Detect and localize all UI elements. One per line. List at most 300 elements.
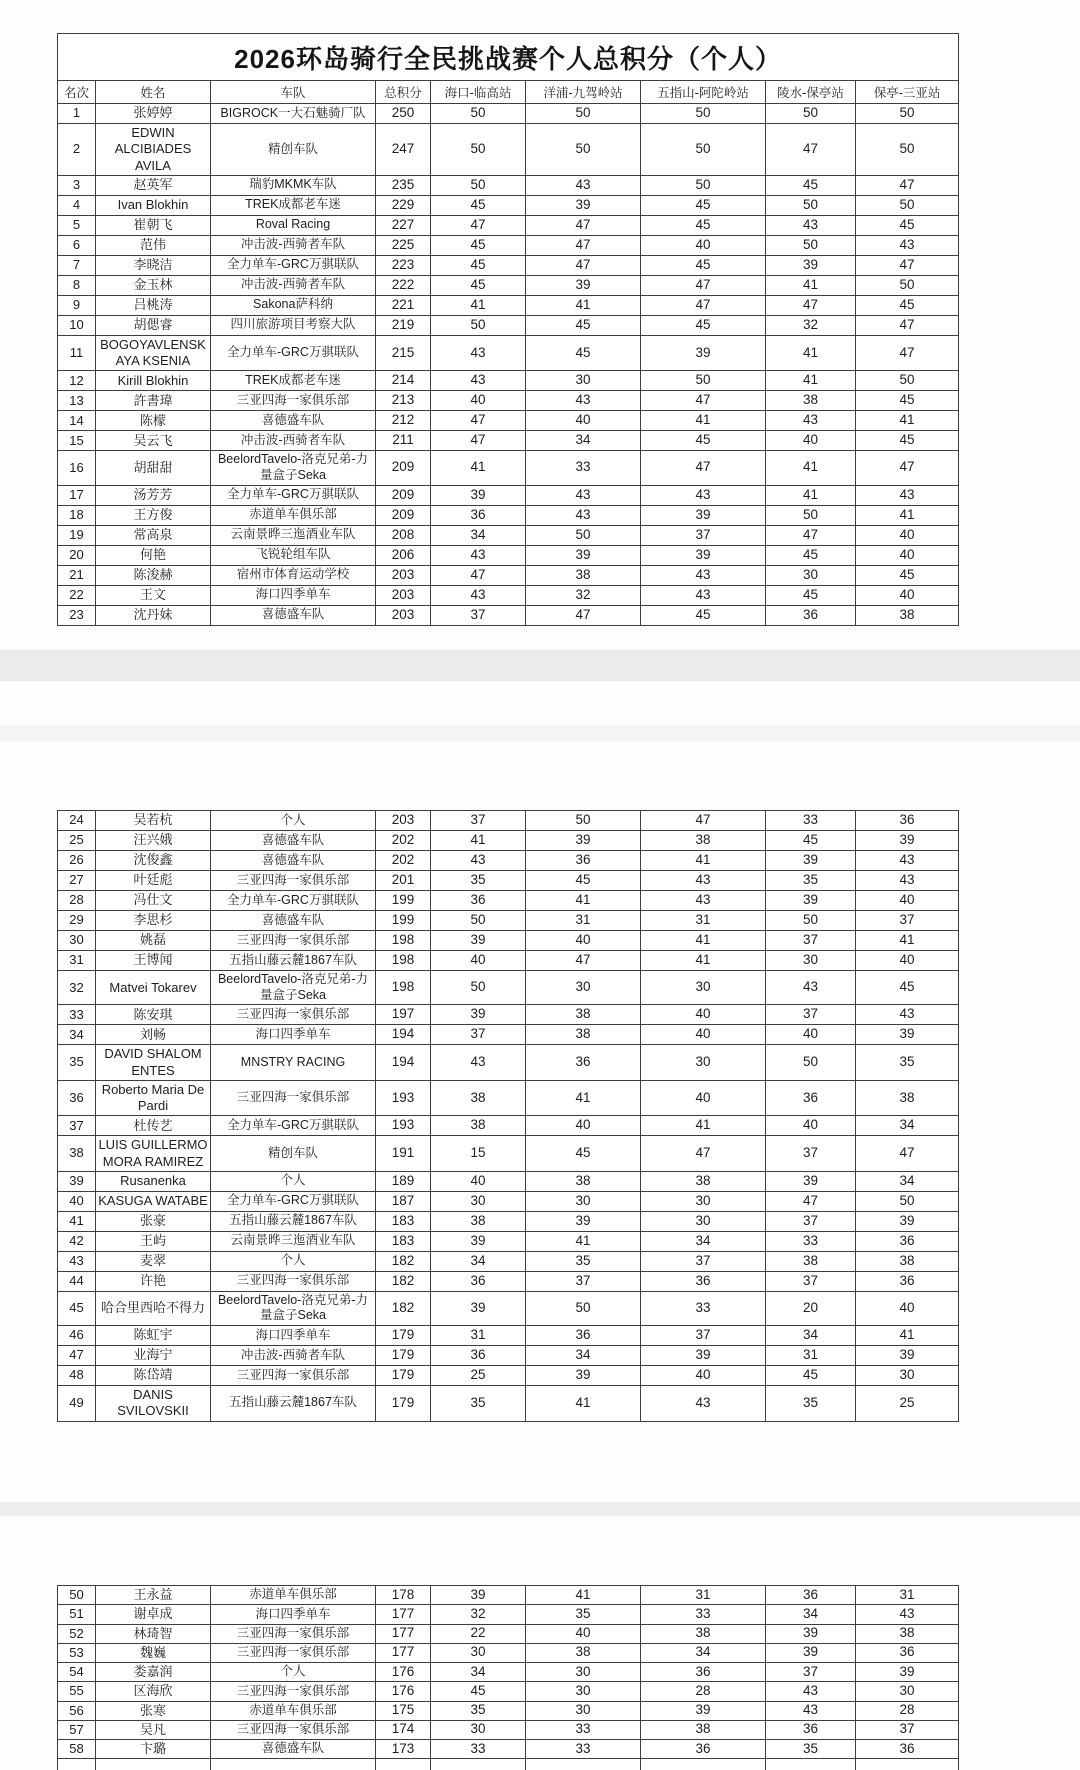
stage1-cell: 40 (431, 951, 526, 971)
stage1-cell: 39 (431, 1291, 526, 1325)
name-cell: 魏巍 (96, 1643, 211, 1662)
name-cell: 汤芳芳 (96, 485, 211, 505)
stage4-cell: 34 (766, 1605, 856, 1624)
stage5-cell: 45 (856, 391, 959, 411)
stage1-cell: 35 (431, 1386, 526, 1422)
total-cell: 215 (376, 335, 431, 371)
total-cell: 235 (376, 175, 431, 195)
rank-cell: 15 (58, 431, 96, 451)
stage4-cell: 39 (766, 1624, 856, 1643)
rank-cell: 8 (58, 275, 96, 295)
stage1-cell: 43 (431, 545, 526, 565)
stage2-cell: 39 (526, 1366, 641, 1386)
stage2-cell: 47 (526, 235, 641, 255)
total-cell: 179 (376, 1366, 431, 1386)
table-row (58, 1171, 959, 1191)
name-cell: 陈虹宇 (96, 1326, 211, 1346)
stage2-cell: 41 (526, 1231, 641, 1251)
team-cell: 三亚四海一家俱乐部 (211, 871, 376, 891)
stage2-cell: 40 (526, 411, 641, 431)
team-cell: Sakona萨科纳 (211, 295, 376, 315)
name-cell: 李思杉 (96, 911, 211, 931)
stage2-cell: 30 (526, 1191, 641, 1211)
table-row (58, 485, 959, 505)
stage4-cell: 43 (766, 971, 856, 1005)
total-cell: 193 (376, 1080, 431, 1116)
stage1-cell: 39 (431, 1005, 526, 1025)
stage2-cell: 39 (526, 275, 641, 295)
stage5-cell: 47 (856, 335, 959, 371)
stage1-cell: 39 (431, 1231, 526, 1251)
stage5-cell: 28 (856, 1701, 959, 1720)
page-separator-band (0, 650, 1080, 681)
stage1-cell: 25 (431, 1366, 526, 1386)
stage1-cell: 43 (431, 585, 526, 605)
stage5-cell: 36 (856, 811, 959, 831)
table-row (58, 811, 959, 831)
stage4-cell: 43 (766, 1701, 856, 1720)
rank-cell: 56 (58, 1701, 96, 1720)
total-cell: 247 (376, 124, 431, 176)
rank-cell: 31 (58, 951, 96, 971)
table-row (58, 971, 959, 1005)
stage1-cell: 43 (431, 335, 526, 371)
stage5-cell: 39 (856, 831, 959, 851)
stage1-cell: 41 (431, 451, 526, 485)
stage3-cell: 47 (641, 391, 766, 411)
name-cell: 吴若杭 (96, 811, 211, 831)
team-cell: 三亚四海一家俱乐部 (211, 1366, 376, 1386)
table-row (58, 1231, 959, 1251)
stage3-cell: 47 (641, 1136, 766, 1172)
stage3-cell: 43 (641, 585, 766, 605)
stage2-cell: 30 (526, 971, 641, 1005)
stage2-cell: 41 (526, 295, 641, 315)
total-cell: 211 (376, 431, 431, 451)
stage3-cell: 41 (641, 851, 766, 871)
stage4-cell: 38 (766, 1251, 856, 1271)
stage5-cell: 41 (856, 931, 959, 951)
team-cell: 海口四季单车 (211, 1326, 376, 1346)
column-header-stage2: 洋浦-九驾岭站 (526, 81, 641, 104)
rank-cell: 46 (58, 1326, 96, 1346)
table-row (58, 255, 959, 275)
name-cell: 陈檬 (96, 411, 211, 431)
stage2-cell: 34 (526, 431, 641, 451)
stage3-cell: 50 (641, 371, 766, 391)
name-cell: 范伟 (96, 235, 211, 255)
rank-cell: 9 (58, 295, 96, 315)
stage1-cell: 36 (431, 1271, 526, 1291)
stage2-cell: 47 (526, 255, 641, 275)
table-row (58, 911, 959, 931)
team-cell: 三亚四海一家俱乐部 (211, 391, 376, 411)
team-cell: 飞锐轮组车队 (211, 545, 376, 565)
stage4-cell: 50 (766, 104, 856, 124)
total-cell: 194 (376, 1045, 431, 1081)
stage5-cell: 37 (856, 911, 959, 931)
stage4-cell: 47 (766, 295, 856, 315)
stage2-cell: 38 (526, 565, 641, 585)
stage4-cell: 37 (766, 1663, 856, 1682)
team-cell: 喜德盛车队 (211, 831, 376, 851)
name-cell: 林琦智 (96, 1624, 211, 1643)
team-cell: 喜德盛车队 (211, 911, 376, 931)
team-cell: 海口四季单车 (211, 1025, 376, 1045)
total-cell: 179 (376, 1386, 431, 1422)
total-cell: 182 (376, 1291, 431, 1325)
team-cell: 全力单车-GRC万骐联队 (211, 485, 376, 505)
name-cell: 何艳 (96, 545, 211, 565)
stage1-cell: 35 (431, 871, 526, 891)
table-row (58, 891, 959, 911)
name-cell: 陈安琪 (96, 1005, 211, 1025)
table-row (58, 505, 959, 525)
stage4-cell: 39 (766, 891, 856, 911)
total-cell: 179 (376, 1346, 431, 1366)
table-row (58, 1045, 959, 1081)
table-row (58, 931, 959, 951)
stage3-cell: 41 (641, 1116, 766, 1136)
name-cell: 陈浚赫 (96, 565, 211, 585)
total-cell: 175 (376, 1701, 431, 1720)
stage4-cell: 37 (766, 1211, 856, 1231)
team-cell: 海口四季单车 (211, 1605, 376, 1624)
rank-cell: 28 (58, 891, 96, 911)
name-cell: 许艳 (96, 1271, 211, 1291)
name-cell: 区海欣 (96, 1682, 211, 1701)
clipped-partial-row (58, 1759, 959, 1770)
name-cell: 沈丹妹 (96, 605, 211, 625)
name-cell: 王方俊 (96, 505, 211, 525)
stage2-cell: 39 (526, 195, 641, 215)
stage4-cell: 39 (766, 1171, 856, 1191)
total-cell: 176 (376, 1663, 431, 1682)
table-row (58, 1025, 959, 1045)
name-cell: 赵英军 (96, 175, 211, 195)
rank-cell: 20 (58, 545, 96, 565)
stage4-cell: 41 (766, 485, 856, 505)
stage3-cell: 38 (641, 1624, 766, 1643)
column-header-team: 车队 (211, 81, 376, 104)
name-cell: 叶廷彪 (96, 871, 211, 891)
stage1-cell: 30 (431, 1191, 526, 1211)
team-cell: 赤道单车俱乐部 (211, 1586, 376, 1605)
stage3-cell: 40 (641, 1025, 766, 1045)
stage2-cell: 38 (526, 1025, 641, 1045)
rank-cell: 34 (58, 1025, 96, 1045)
table-row (58, 1624, 959, 1643)
stage3-cell: 40 (641, 1366, 766, 1386)
stage4-cell: 39 (766, 255, 856, 275)
stage3-cell: 36 (641, 1663, 766, 1682)
stage5-cell: 45 (856, 565, 959, 585)
stage5-cell: 50 (856, 275, 959, 295)
stage2-cell: 38 (526, 1005, 641, 1025)
column-header-row (58, 81, 959, 104)
stage2-cell: 45 (526, 335, 641, 371)
team-cell: 宿州市体育运动学校 (211, 565, 376, 585)
stage2-cell: 36 (526, 851, 641, 871)
stage2-cell: 34 (526, 1346, 641, 1366)
stage4-cell: 41 (766, 451, 856, 485)
stage5-cell: 25 (856, 1386, 959, 1422)
column-header-stage5: 保亭-三亚站 (856, 81, 959, 104)
table-row (58, 1663, 959, 1682)
name-cell: DANIS SVILOVSKII (96, 1386, 211, 1422)
team-cell: 海口四季单车 (211, 585, 376, 605)
stage1-cell: 41 (431, 295, 526, 315)
stage2-cell: 50 (526, 104, 641, 124)
stage1-cell: 40 (431, 1171, 526, 1191)
stage2-cell: 39 (526, 1211, 641, 1231)
stage1-cell: 47 (431, 565, 526, 585)
stage2-cell: 30 (526, 1682, 641, 1701)
team-cell: 三亚四海一家俱乐部 (211, 1624, 376, 1643)
rank-cell: 3 (58, 175, 96, 195)
stage5-cell: 45 (856, 215, 959, 235)
stage3-cell: 45 (641, 431, 766, 451)
name-cell: BOGOYAVLENSKAYA KSENIA (96, 335, 211, 371)
table-row (58, 1251, 959, 1271)
stage4-cell: 47 (766, 525, 856, 545)
stage3-cell: 40 (641, 1005, 766, 1025)
stage4-cell: 37 (766, 1136, 856, 1172)
table-row (58, 335, 959, 371)
name-cell: 胡甜甜 (96, 451, 211, 485)
stage1-cell: 50 (431, 971, 526, 1005)
stage4-cell: 35 (766, 1740, 856, 1759)
team-cell: 三亚四海一家俱乐部 (211, 1682, 376, 1701)
stage2-cell: 43 (526, 175, 641, 195)
stage1-cell: 31 (431, 1326, 526, 1346)
stage4-cell: 41 (766, 335, 856, 371)
total-cell: 189 (376, 1171, 431, 1191)
total-cell: 199 (376, 891, 431, 911)
stage1-cell: 34 (431, 1251, 526, 1271)
stage1-cell: 50 (431, 911, 526, 931)
stage3-cell: 34 (641, 1643, 766, 1662)
stage3-cell: 47 (641, 295, 766, 315)
stage2-cell: 30 (526, 371, 641, 391)
table-row (58, 1211, 959, 1231)
table-row (58, 605, 959, 625)
stage4-cell: 39 (766, 1643, 856, 1662)
table-row (58, 431, 959, 451)
table-row (58, 451, 959, 485)
stage2-cell: 36 (526, 1045, 641, 1081)
name-cell: 王屿 (96, 1231, 211, 1251)
team-cell: 赤道单车俱乐部 (211, 1701, 376, 1720)
name-cell: 杜传艺 (96, 1116, 211, 1136)
stage3-cell: 28 (641, 1682, 766, 1701)
stage1-cell: 38 (431, 1116, 526, 1136)
name-cell: 卞璐 (96, 1740, 211, 1759)
team-cell: 喜德盛车队 (211, 1740, 376, 1759)
stage2-cell: 31 (526, 911, 641, 931)
stage2-cell: 45 (526, 315, 641, 335)
stage5-cell: 38 (856, 605, 959, 625)
stage1-cell: 50 (431, 175, 526, 195)
team-cell: 五指山藤云麓1867车队 (211, 951, 376, 971)
table-row (58, 851, 959, 871)
table-row (58, 871, 959, 891)
stage2-cell: 30 (526, 1701, 641, 1720)
table-row (58, 1326, 959, 1346)
table-row (58, 1682, 959, 1701)
stage5-cell: 36 (856, 1231, 959, 1251)
stage4-cell: 33 (766, 1231, 856, 1251)
stage3-cell: 41 (641, 411, 766, 431)
stage2-cell: 41 (526, 1386, 641, 1422)
rank-cell: 30 (58, 931, 96, 951)
total-cell: 222 (376, 275, 431, 295)
name-cell: 吕桃涛 (96, 295, 211, 315)
total-cell: 223 (376, 255, 431, 275)
rank-cell: 25 (58, 831, 96, 851)
total-cell: 187 (376, 1191, 431, 1211)
stage2-cell: 43 (526, 485, 641, 505)
team-cell: 个人 (211, 1171, 376, 1191)
stage4-cell: 45 (766, 545, 856, 565)
name-cell: 許書瑋 (96, 391, 211, 411)
table-row (58, 1366, 959, 1386)
stage3-cell: 39 (641, 1346, 766, 1366)
rank-cell: 32 (58, 971, 96, 1005)
table-row (58, 1605, 959, 1624)
rank-cell: 1 (58, 104, 96, 124)
rank-cell: 26 (58, 851, 96, 871)
name-cell: 王文 (96, 585, 211, 605)
stage2-cell: 33 (526, 451, 641, 485)
stage3-cell: 37 (641, 1326, 766, 1346)
stage3-cell: 50 (641, 104, 766, 124)
stage5-cell: 40 (856, 1291, 959, 1325)
stage3-cell: 33 (641, 1291, 766, 1325)
stage3-cell: 30 (641, 1211, 766, 1231)
rank-cell: 29 (58, 911, 96, 931)
team-cell: 喜德盛车队 (211, 851, 376, 871)
name-cell: 汪兴娥 (96, 831, 211, 851)
table-row (58, 1720, 959, 1739)
team-cell: 喜德盛车队 (211, 605, 376, 625)
stage2-cell: 47 (526, 215, 641, 235)
team-cell: BIGROCK一大石魅骑厂队 (211, 104, 376, 124)
stage5-cell: 40 (856, 585, 959, 605)
name-cell: 陈岱靖 (96, 1366, 211, 1386)
rank-cell: 49 (58, 1386, 96, 1422)
team-cell: 赤道单车俱乐部 (211, 505, 376, 525)
total-cell: 225 (376, 235, 431, 255)
stage4-cell: 50 (766, 1045, 856, 1081)
rank-cell: 6 (58, 235, 96, 255)
stage2-cell: 39 (526, 831, 641, 851)
stage3-cell: 37 (641, 525, 766, 545)
rank-cell: 22 (58, 585, 96, 605)
stage3-cell: 30 (641, 971, 766, 1005)
stage1-cell: 45 (431, 275, 526, 295)
name-cell: 王博闻 (96, 951, 211, 971)
stage4-cell: 20 (766, 1291, 856, 1325)
stage5-cell: 38 (856, 1251, 959, 1271)
stage2-cell: 45 (526, 871, 641, 891)
rank-cell: 37 (58, 1116, 96, 1136)
stage2-cell: 33 (526, 1720, 641, 1739)
rank-cell: 48 (58, 1366, 96, 1386)
team-cell: 四川旅游项目考察大队 (211, 315, 376, 335)
total-cell: 173 (376, 1740, 431, 1759)
table-row (58, 175, 959, 195)
name-cell: Kirill Blokhin (96, 371, 211, 391)
stage5-cell: 43 (856, 1005, 959, 1025)
rank-cell: 24 (58, 811, 96, 831)
rank-cell: 5 (58, 215, 96, 235)
stage5-cell: 47 (856, 1136, 959, 1172)
stage1-cell: 50 (431, 315, 526, 335)
stage4-cell: 50 (766, 235, 856, 255)
table-row (58, 565, 959, 585)
total-cell: 197 (376, 1005, 431, 1025)
stage4-cell: 40 (766, 431, 856, 451)
stage3-cell: 37 (641, 1251, 766, 1271)
stage4-cell: 45 (766, 585, 856, 605)
stage1-cell: 36 (431, 505, 526, 525)
stage3-cell: 43 (641, 485, 766, 505)
stage5-cell: 41 (856, 411, 959, 431)
stage5-cell: 50 (856, 104, 959, 124)
total-cell: 198 (376, 951, 431, 971)
stage3-cell: 45 (641, 605, 766, 625)
table-row (58, 545, 959, 565)
stage2-cell: 43 (526, 391, 641, 411)
stage3-cell: 39 (641, 505, 766, 525)
stage1-cell: 32 (431, 1605, 526, 1624)
stage1-cell: 34 (431, 1663, 526, 1682)
stage1-cell: 39 (431, 485, 526, 505)
total-cell: 182 (376, 1251, 431, 1271)
stage4-cell: 37 (766, 1005, 856, 1025)
total-cell: 177 (376, 1643, 431, 1662)
rank-cell: 14 (58, 411, 96, 431)
stage1-cell: 43 (431, 851, 526, 871)
name-cell: 姚磊 (96, 931, 211, 951)
table-row (58, 295, 959, 315)
stage1-cell: 43 (431, 371, 526, 391)
stage4-cell: 41 (766, 275, 856, 295)
team-cell: 全力单车-GRC万骐联队 (211, 1116, 376, 1136)
stage2-cell: 39 (526, 545, 641, 565)
total-cell: 194 (376, 1025, 431, 1045)
total-cell: 183 (376, 1231, 431, 1251)
stage2-cell: 40 (526, 931, 641, 951)
stage1-cell: 45 (431, 235, 526, 255)
stage4-cell: 47 (766, 124, 856, 176)
stage4-cell: 50 (766, 505, 856, 525)
stage1-cell: 43 (431, 1045, 526, 1081)
team-cell: TREK成都老车迷 (211, 195, 376, 215)
stage1-cell: 45 (431, 255, 526, 275)
stage4-cell: 37 (766, 1271, 856, 1291)
stage5-cell: 50 (856, 195, 959, 215)
stage4-cell: 30 (766, 951, 856, 971)
stage5-cell: 36 (856, 1643, 959, 1662)
stage5-cell: 43 (856, 851, 959, 871)
total-cell: 178 (376, 1586, 431, 1605)
team-cell: BeelordTavelo-洛克兄弟-力量盒子Seka (211, 971, 376, 1005)
stage1-cell: 30 (431, 1720, 526, 1739)
total-cell: 198 (376, 971, 431, 1005)
name-cell: DAVID SHALOM ENTES (96, 1045, 211, 1081)
